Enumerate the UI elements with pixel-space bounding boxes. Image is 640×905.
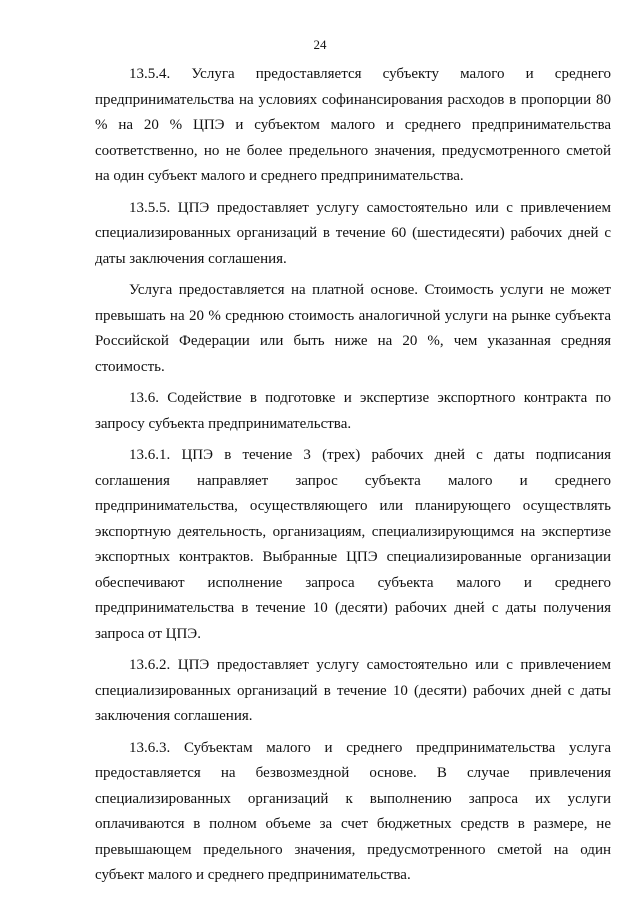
paragraph-13-5-4: 13.5.4. Услуга предоставляется субъекту малого и среднего предпринимательства на условиях софинансирования расходов в пропорции 80 % на 20 % ЦПЭ и субъектом малого и среднего предпринимательства соответственно, но не более предельного значения, предусмотренного сметой на один субъект малого и среднего предпринимательства. — [95, 66, 611, 184]
page-number: 24 — [313, 37, 327, 52]
paragraph-13-6-3: 13.6.3. Субъектам малого и среднего предпринимательства услуга предоставляется на безвозмездной основе. В случае привлечения специализированных организаций к выполнению запроса их услуги оплачиваются в полном объеме за счет бюджетных средств в размере, не превышающем предельного значения, предусмотренного сметой на один субъект малого и среднего предпринимательства. — [95, 739, 611, 883]
paragraph-paid-basis: Услуга предоставляется на платной основе. Стоимость услуги не может превышать на 20 % среднюю стоимость аналогичной услуги на рынке субъекта Российской Федерации или быть ниже на 20 %, чем указанная средняя стоимость. — [95, 282, 611, 375]
paragraph-13-5-5: 13.5.5. ЦПЭ предоставляет услугу самостоятельно или с привлечением специализированных организаций в течение 60 (шестидесяти) рабочих дней с даты заключения соглашения. — [95, 199, 611, 267]
paragraph-13-6-2: 13.6.2. ЦПЭ предоставляет услугу самостоятельно или с привлечением специализированных организаций в течение 10 (десяти) рабочих дней с даты заключения соглашения. — [95, 657, 611, 724]
paragraph-13-6: 13.6. Содействие в подготовке и экспертизе экспортного контракта по запросу субъекта предпринимательства. — [95, 390, 611, 432]
paragraph-13-6-1: 13.6.1. ЦПЭ в течение 3 (трех) рабочих дней с даты подписания соглашения направляет запрос субъекта малого и среднего предпринимательства, осуществляющего или планирующего осуществлять экспортную деятельность, организациям, специализирующимся на экспертизе экспортных контрактов. Выбранные ЦПЭ специализированные организации обеспечивают исполнение запроса субъекта малого и среднего предпринимательства в течение 10 (десяти) рабочих дней с даты получения запроса от ЦПЭ. — [95, 447, 611, 642]
document-body — [95, 62, 611, 895]
